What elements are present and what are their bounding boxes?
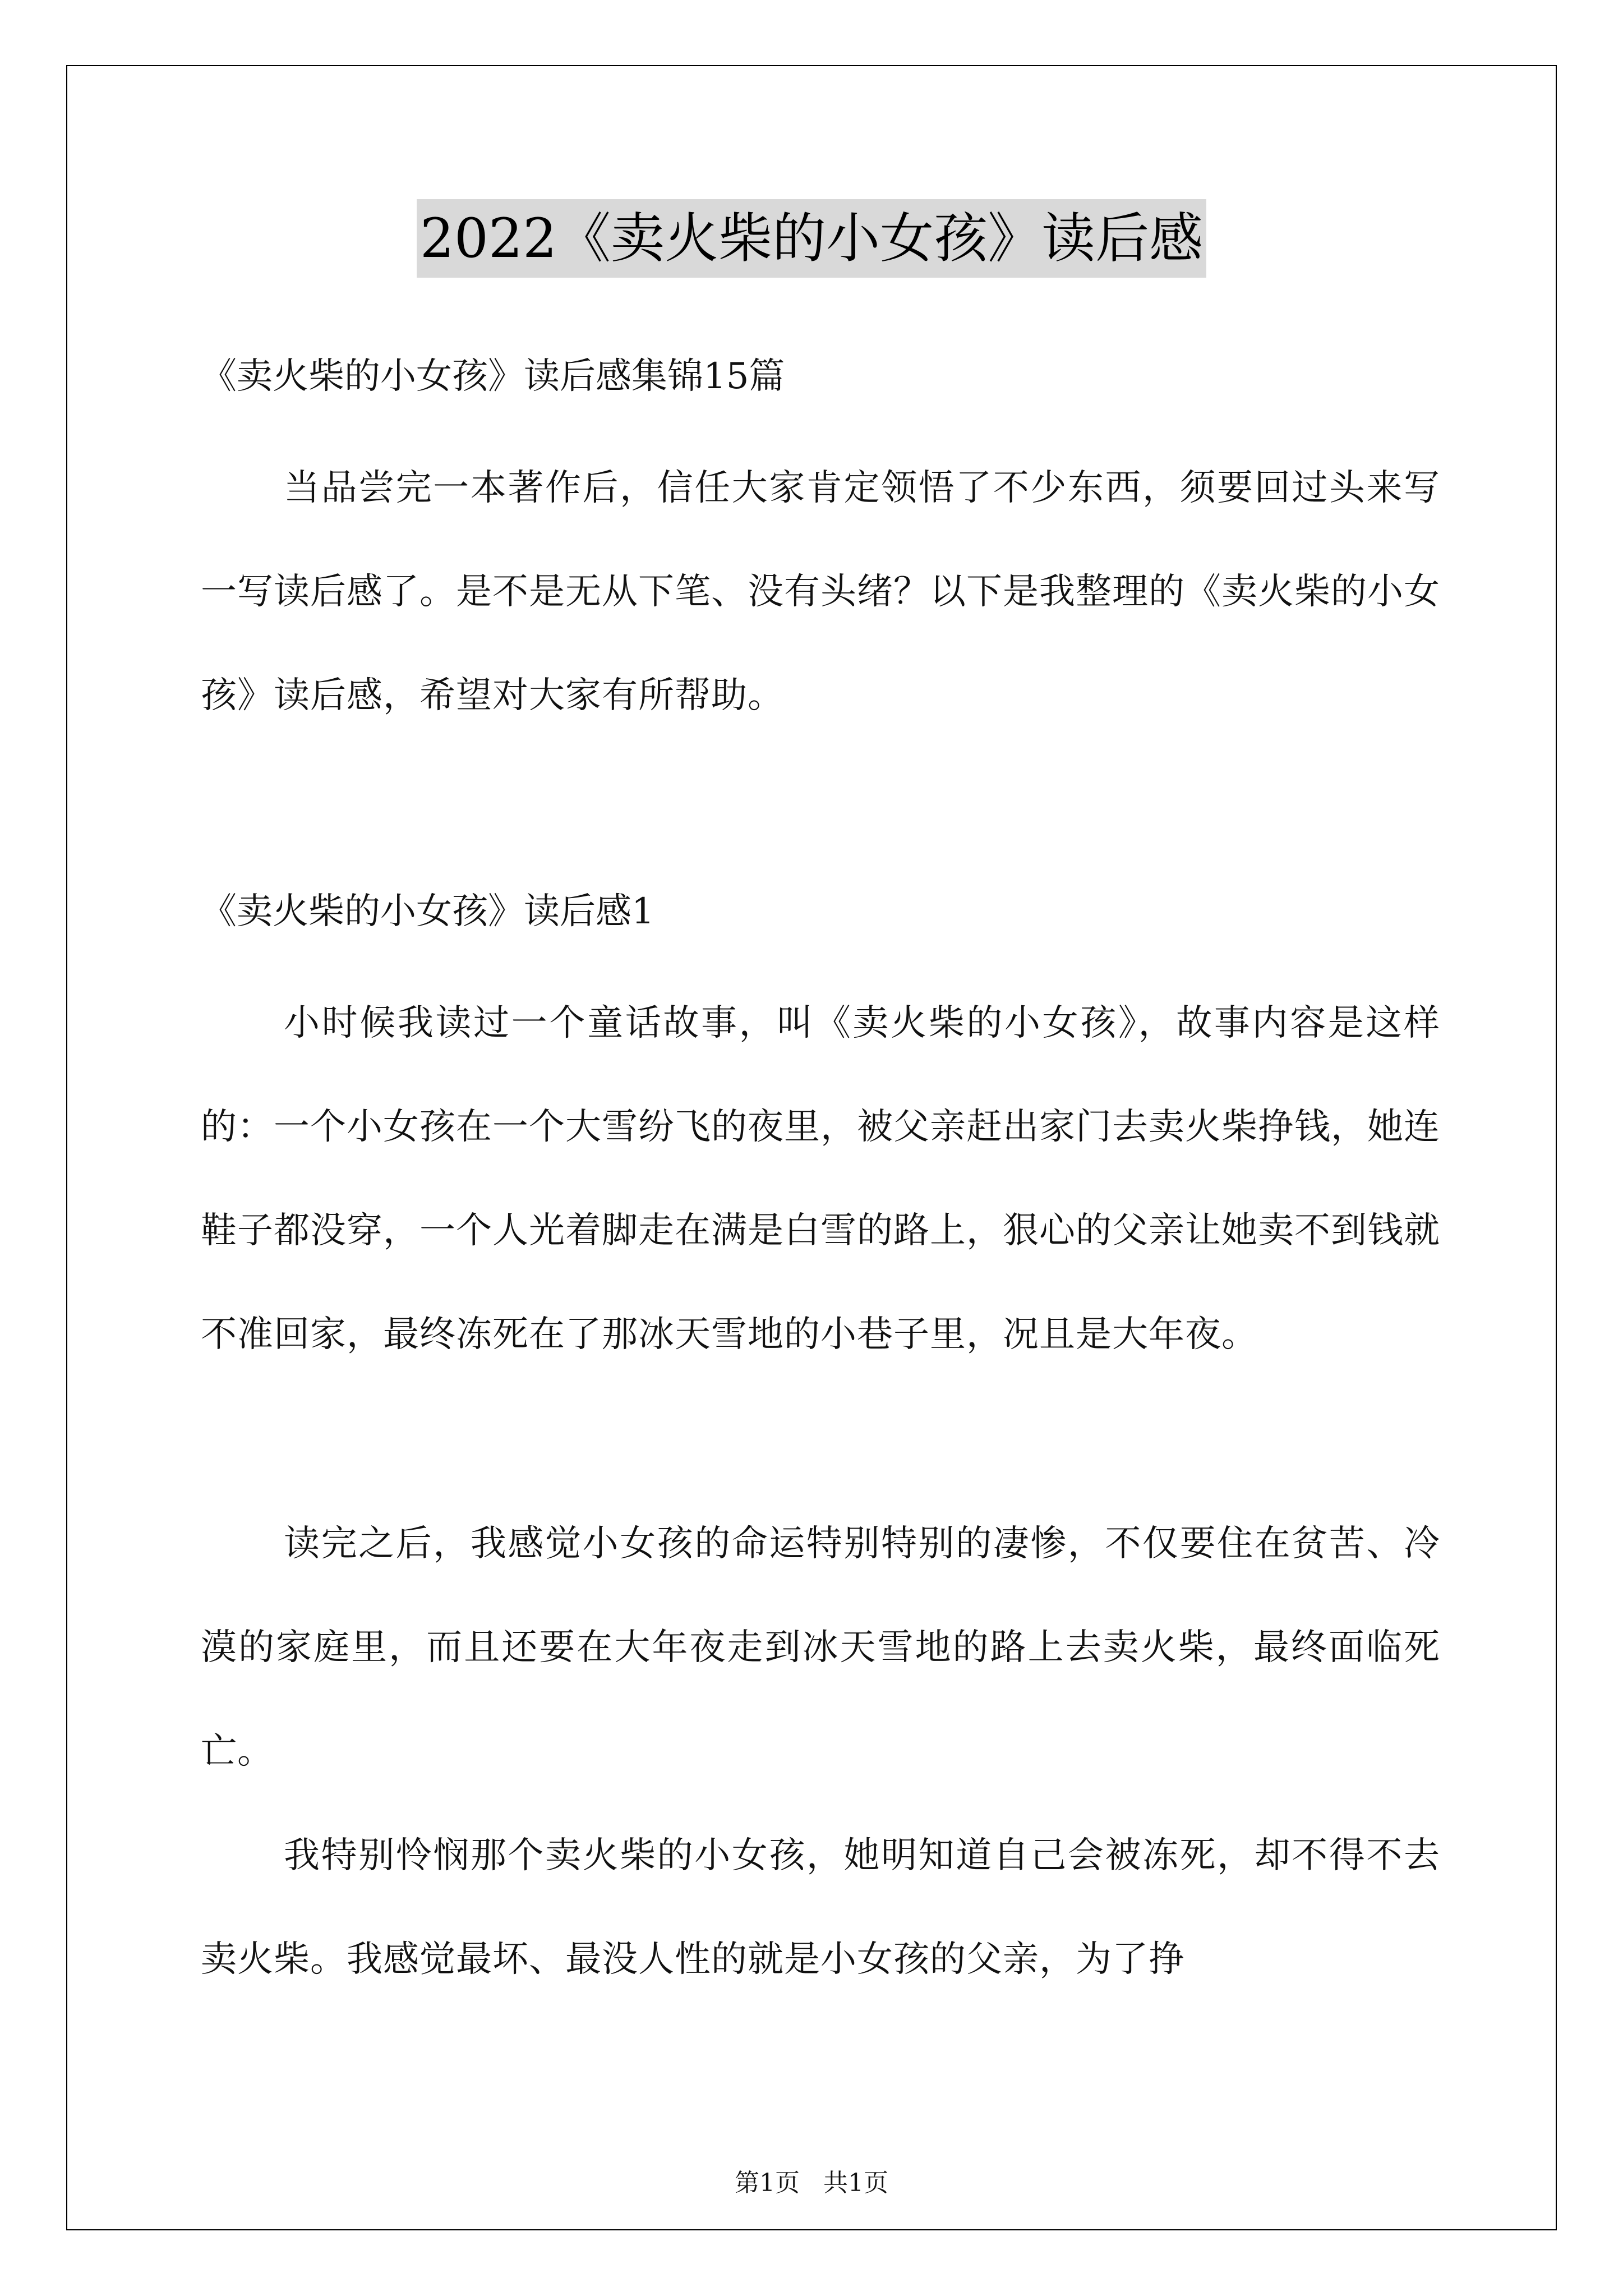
page-footer (0, 2162, 1623, 2198)
intro-paragraph: 当品尝完一本著作后，信任大家肯定领悟了不少东西，须要回过头来写一写读后感了。是不是无从下笔、没有头绪？以下是我整理的《卖火柴的小女孩》读后感，希望对大家有所帮助。 (201, 467, 1440, 716)
title-container (0, 199, 1623, 278)
page-number: 第1页 (735, 2169, 800, 2197)
document-title: 2022《卖火柴的小女孩》读后感 (417, 199, 1206, 278)
page-total: 共1页 (823, 2169, 888, 2197)
body-paragraph-2: 读完之后，我感觉小女孩的命运特别特别的凄惨，不仅要住在贫苦、冷漠的家庭里，而且还要在大年夜走到冰天雪地的路上去卖火柴，最终面临死亡。 (201, 1523, 1440, 1772)
body-paragraph-3: 我特别怜悯那个卖火柴的小女孩，她明知道自己会被冻死，却不得不去卖火柴。我感觉最坏、最没人性的就是小女孩的父亲，为了挣 (201, 1835, 1440, 1980)
body-paragraph-1: 小时候我读过一个童话故事，叫《卖火柴的小女孩》，故事内容是这样的：一个小女孩在一个大雪纷飞的夜里，被父亲赶出家门去卖火柴挣钱，她连鞋子都没穿，一个人光着脚走在满是白雪的路上，狠心的父亲让她卖不到钱就不准回家，最终冻死在了那冰天雪地的小巷子里，况且是大年夜。 (201, 1002, 1440, 1355)
document-subtitle: 《卖火柴的小女孩》读后感集锦15篇 (201, 356, 785, 397)
section-heading: 《卖火柴的小女孩》读后感1 (201, 891, 654, 932)
